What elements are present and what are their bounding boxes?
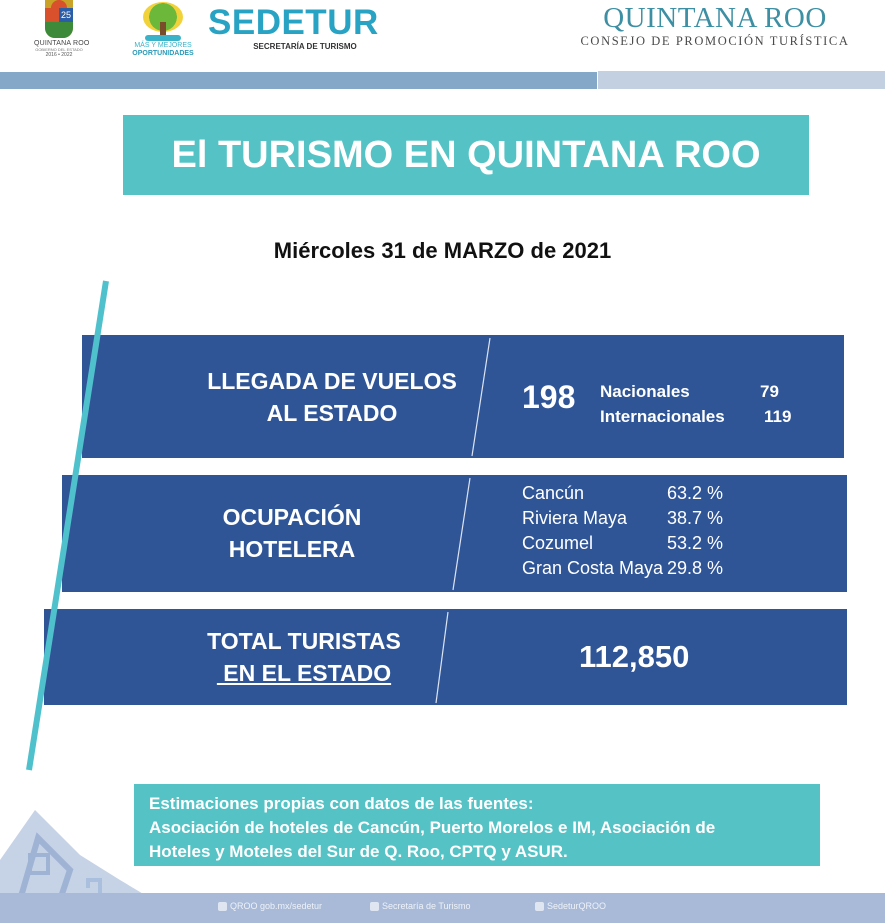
sedetur-logo [208,3,379,52]
tourists-label-line2: EN EL ESTADO [216,660,392,686]
occupancy-row [522,556,723,581]
report-date: Miércoles 31 de MARZO de 2021 [273,238,612,263]
cpt-subtitle: CONSEJO DE PROMOCIÓN TURÍSTICA [580,34,850,48]
occupancy-destination: Riviera Maya [522,508,628,528]
occupancy-label-line1: OCUPACIÓN [222,504,362,530]
footer-web-link[interactable] [218,901,322,911]
occupancy-list [522,481,723,581]
flights-row-internacionales [600,404,800,429]
flights-total: 198 [522,379,576,415]
occupancy-destination: Gran Costa Maya [522,558,664,578]
header-band-light [598,71,885,89]
globe-icon [218,902,227,911]
sources-note [134,784,820,866]
flights-row-value: 119 [764,407,792,426]
occupancy-label-line2: HOTELERA [228,536,356,562]
facebook-icon [370,902,379,911]
footer-twitter-link[interactable] [535,901,606,911]
cpt-logo [570,2,860,48]
cpt-name: QUINTANA ROO [603,2,827,34]
occupancy-destination: Cozumel [522,533,594,553]
sedetur-subtitle: SECRETARÍA DE TURISMO [253,42,357,51]
twitter-icon [535,902,544,911]
logo-qroo-subtitle: GOBIERNO DEL ESTADO [35,47,83,52]
flights-row-nacionales [600,379,800,404]
footer-web-text: QROO gob.mx/sedetur [230,901,323,911]
sources-line3: Hoteles y Moteles del Sur de Q. Roo, CPTQ y ASUR. [149,842,568,861]
footer-facebook-link[interactable] [370,901,471,911]
sources-line1: Estimaciones propias con datos de las fuentes: [149,794,534,813]
page-title: El TURISMO EN QUINTANA ROO [123,115,809,195]
occupancy-row [522,531,723,556]
tourists-label [154,625,454,689]
emblem-number: 25 [60,10,71,20]
flights-row-value: 79 [760,382,779,401]
footer-facebook-text: Secretaría de Turismo [382,901,471,911]
occupancy-value: 53.2 % [667,533,724,553]
logo-qroo-years: 2016 • 2022 [45,52,73,58]
occupancy-destination: Cancún [522,483,585,503]
mas-y-mejores-logo [128,2,198,64]
tree-icon [141,2,185,42]
occupancy-panel [62,475,847,592]
flights-panel [82,335,844,458]
logo-qroo-name: QUINTANA ROO [34,40,90,47]
flights-breakdown [600,379,800,429]
quintana-roo-government-logo [34,0,90,64]
logo-mas-line1: MÁS Y MEJORES [134,42,192,49]
occupancy-label [152,501,432,565]
flights-row-label: Internacionales [600,407,725,426]
occupancy-row [522,506,723,531]
tourists-total: 112,850 [579,639,690,674]
footer-band [0,893,885,923]
occupancy-value: 29.8 % [667,558,724,578]
occupancy-row [522,481,723,506]
tourists-panel [44,609,847,705]
sedetur-name: SEDETUR [208,3,379,42]
flights-label [187,365,477,429]
tourists-label-line1: TOTAL TURISTAS [207,628,401,654]
logo-mas-line2: OPORTUNIDADES [132,50,194,57]
flights-label-line2: AL ESTADO [266,400,398,426]
coat-of-arms-icon [45,0,73,38]
sources-line2: Asociación de hoteles de Cancún, Puerto Morelos e IM, Asociación de [149,818,716,837]
flights-row-label: Nacionales [600,382,690,401]
occupancy-value: 38.7 % [667,508,724,528]
flights-label-line1: LLEGADA DE VUELOS [207,368,457,394]
footer-twitter-text: SedeturQROO [547,901,607,911]
header-band [0,72,597,89]
occupancy-value: 63.2 % [667,483,724,503]
